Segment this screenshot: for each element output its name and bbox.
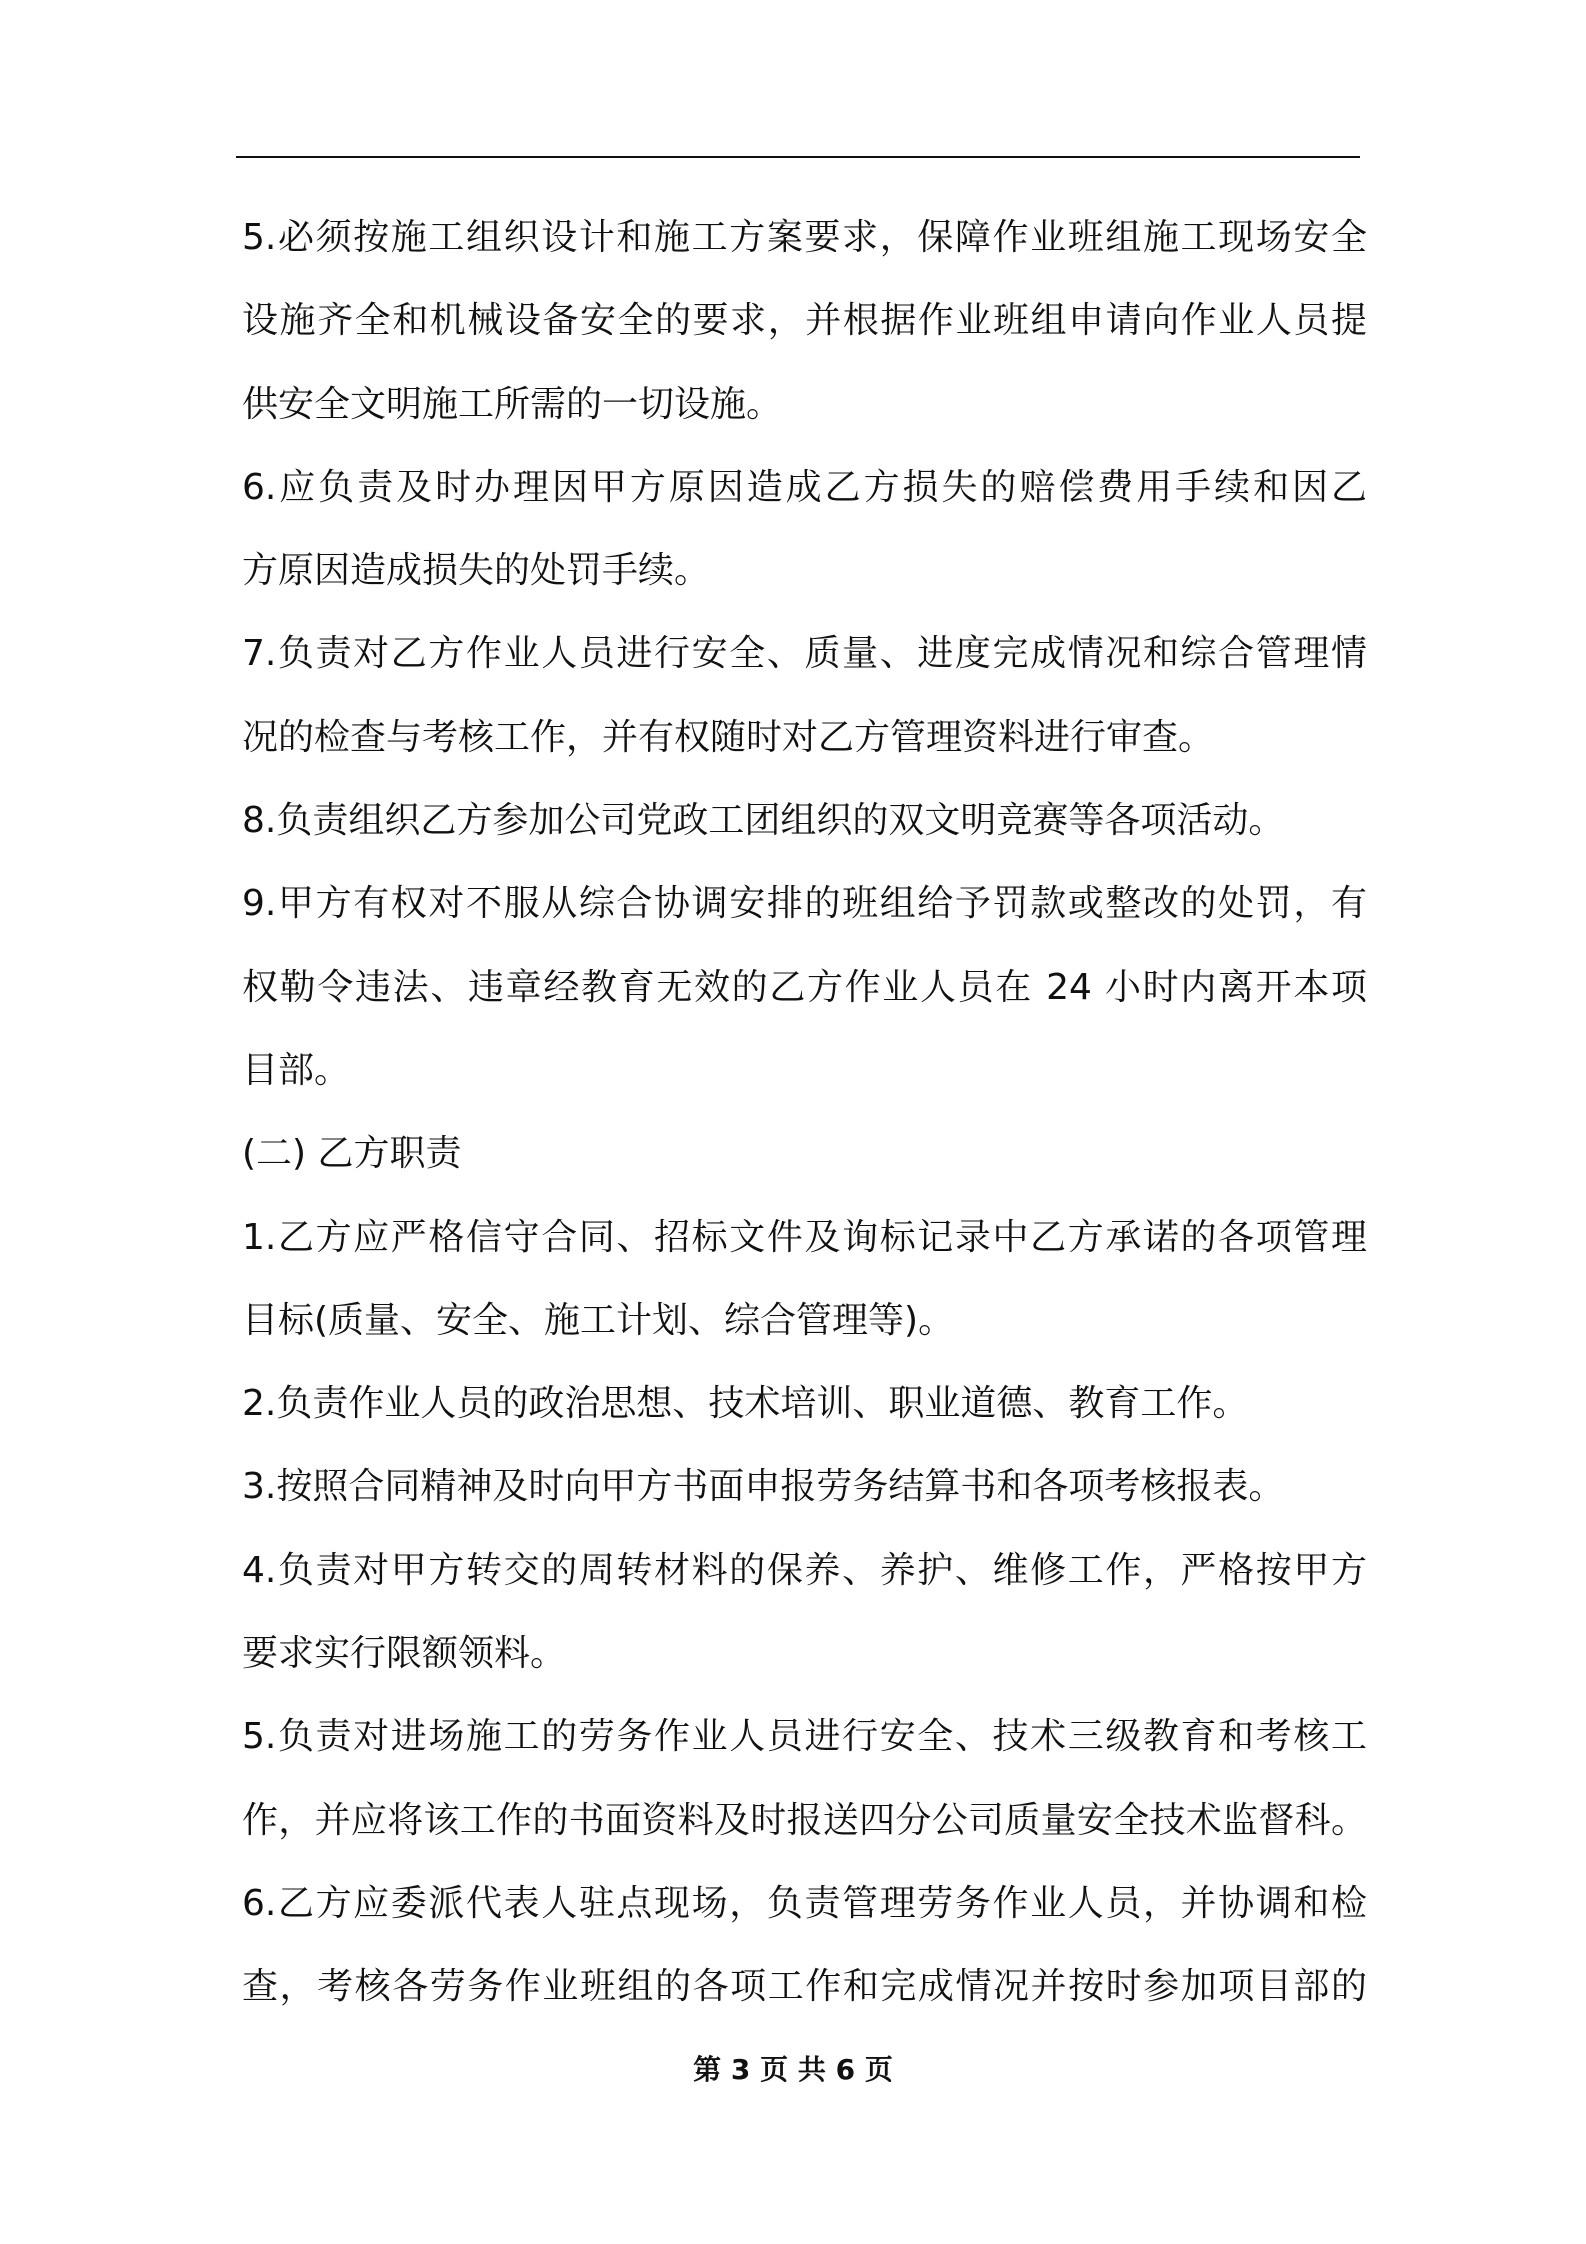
paragraph-line: 2.负责作业人员的政治思想、技术培训、职业道德、教育工作。 xyxy=(242,1383,1249,1425)
paragraph-line: 方原因造成损失的处罚手续。 xyxy=(242,550,711,592)
paragraph-line: 5.负责对进场施工的劳务作业人员进行安全、技术三级教育和考核工 xyxy=(242,1716,1367,1758)
paragraph-line: 况的检查与考核工作，并有权随时对乙方管理资料进行审查。 xyxy=(242,716,1215,758)
document-body xyxy=(242,196,1367,2029)
paragraph-line: 供安全文明施工所需的一切设施。 xyxy=(242,383,783,425)
paragraph-line: 5.必须按施工组织设计和施工方案要求，保障作业班组施工现场安全 xyxy=(242,217,1367,258)
paragraph-line: 4.负责对甲方转交的周转材料的保养、养护、维修工作，严格按甲方 xyxy=(242,1549,1367,1591)
section-heading: (二) 乙方职责 xyxy=(242,1133,462,1175)
paragraph-line: 目部。 xyxy=(242,1049,351,1091)
paragraph-line: 目标(质量、安全、施工计划、综合管理等)。 xyxy=(242,1299,955,1341)
paragraph-line: 6.应负责及时办理因甲方原因造成乙方损失的赔偿费用手续和因乙 xyxy=(242,466,1367,508)
paragraph-line: 查，考核各劳务作业班组的各项工作和完成情况并按时参加项目部的 xyxy=(242,1966,1367,2008)
paragraph-line: 9.甲方有权对不服从综合协调安排的班组给予罚款或整改的处罚，有 xyxy=(242,883,1367,925)
paragraph-line: 作，并应将该工作的书面资料及时报送四分公司质量安全技术监督科。 xyxy=(242,1799,1367,1841)
paragraph-line: 权勒令违法、违章经教育无效的乙方作业人员在 24 小时内离开本项 xyxy=(242,966,1367,1008)
paragraph-line: 7.负责对乙方作业人员进行安全、质量、进度完成情况和综合管理情 xyxy=(242,633,1367,675)
paragraph-line: 3.按照合同精神及时向甲方书面申报劳务结算书和各项考核报表。 xyxy=(242,1466,1285,1508)
paragraph-line: 6.乙方应委派代表人驻点现场，负责管理劳务作业人员，并协调和检 xyxy=(242,1882,1367,1924)
paragraph-line: 1.乙方应严格信守合同、招标文件及询标记录中乙方承诺的各项管理 xyxy=(242,1216,1367,1258)
paragraph-line: 要求实行限额领料。 xyxy=(242,1633,567,1675)
paragraph-line: 8.负责组织乙方参加公司党政工团组织的双文明竞赛等各项活动。 xyxy=(242,800,1285,842)
page-number: 第 3 页 共 6 页 xyxy=(693,2053,893,2086)
header-rule xyxy=(236,156,1360,158)
paragraph-line: 设施齐全和机械设备安全的要求，并根据作业班组申请向作业人员提 xyxy=(242,300,1367,342)
